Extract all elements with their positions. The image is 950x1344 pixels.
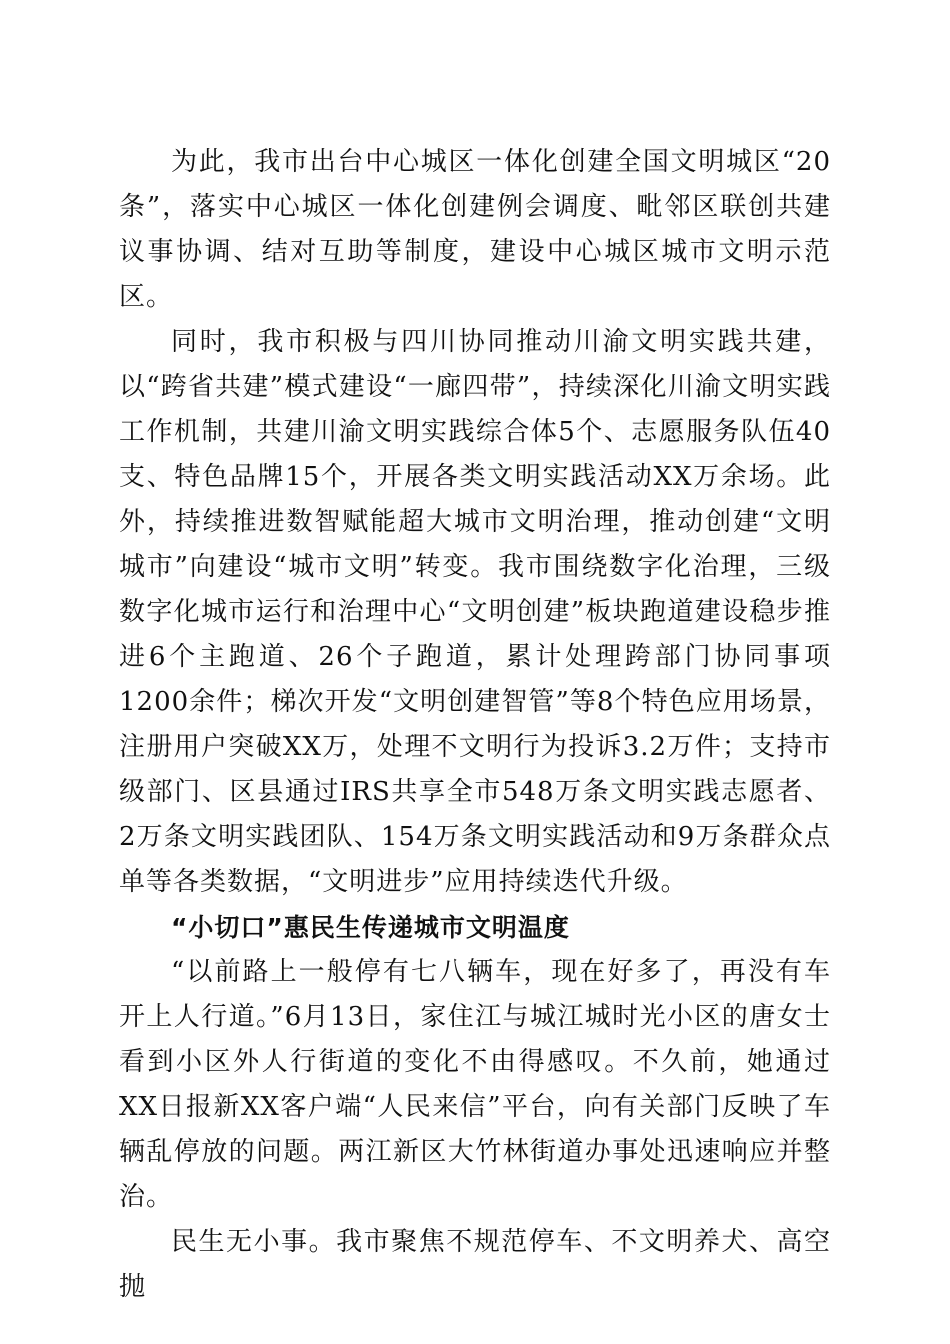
paragraph-livelihood: 民生无小事。我市聚焦不规范停车、不文明养犬、高空抛	[119, 1227, 831, 1302]
document-body	[119, 140, 831, 1310]
paragraph-central-district: 为此，我市出台中心城区一体化创建全国文明城区“20条”，落实中心城区一体化创建例会调度、毗邻区联创共建议事协调、结对互助等制度，建设中心城区城市文明示范区。	[119, 147, 831, 312]
paragraph-sichuan-chongqing: 同时，我市积极与四川协同推动川渝文明实践共建，以“跨省共建”模式建设“一廊四带”，持续深化川渝文明实践工作机制，共建川渝文明实践综合体5个、志愿服务队伍40支、特色品牌15个，开展各类文明实践活动XX万余场。此外，持续推进数智赋能超大城市文明治理，推动创建“文明城市”向建设“城市文明”转变。我市围绕数字化治理，三级数字化城市运行和治理中心“文明创建”板块跑道建设稳步推进6个主跑道、26个子跑道，累计处理跨部门协同事项1200余件；梯次开发“文明创建智管”等8个特色应用场景，注册用户突破XX万，处理不文明行为投诉3.2万件；支持市级部门、区县通过IRS共享全市548万条文明实践志愿者、2万条文明实践团队、154万条文明实践活动和9万条群众点单等各类数据，“文明进步”应用持续迭代升级。	[119, 327, 831, 897]
paragraph-parking-story: “以前路上一般停有七八辆车，现在好多了，再没有车开上人行道。”6月13日，家住江与城江城时光小区的唐女士看到小区外人行街道的变化不由得感叹。不久前，她通过XX日报新XX客户端“人民来信”平台，向有关部门反映了车辆乱停放的问题。两江新区大竹林街道办事处迅速响应并整治。	[119, 957, 831, 1212]
section-heading: “小切口”惠民生传递城市文明温度	[171, 913, 570, 942]
